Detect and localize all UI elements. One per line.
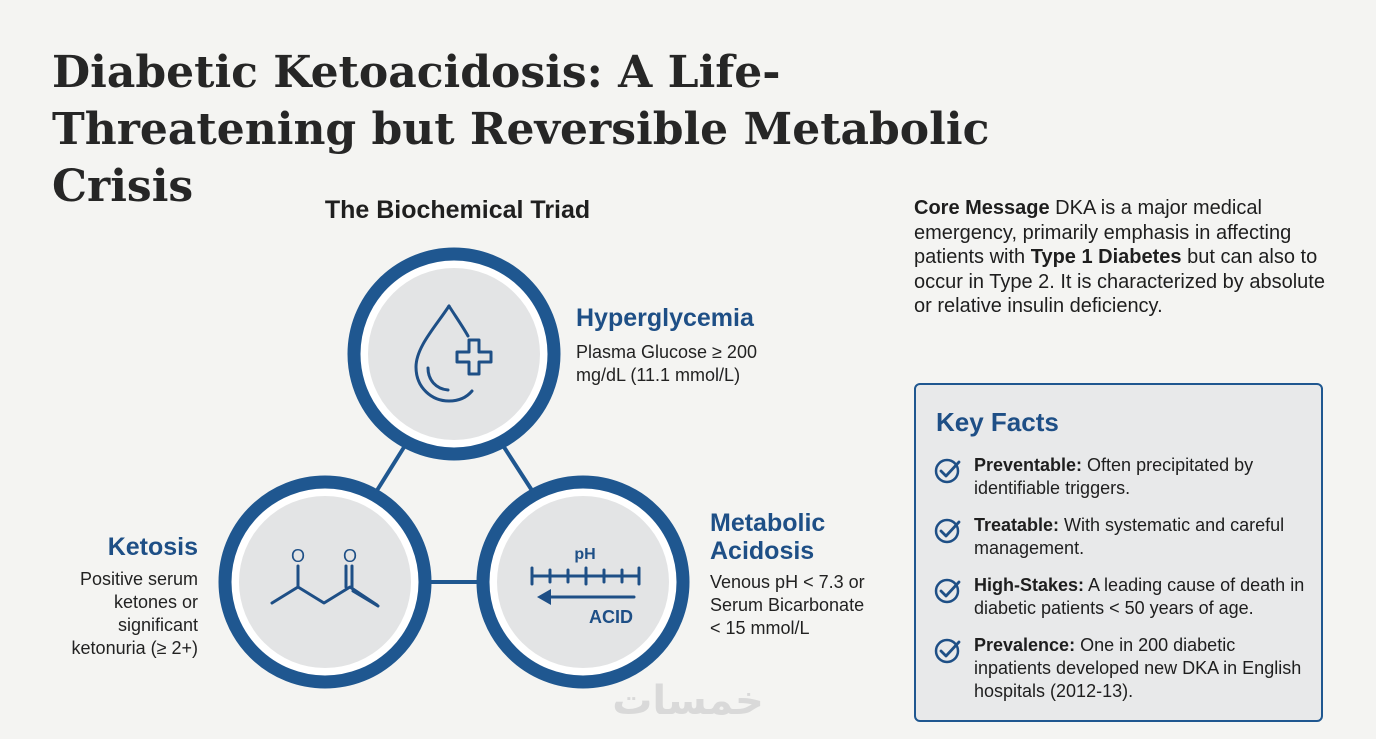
check-circle-icon [934, 516, 962, 544]
acidosis-title: Metabolic Acidosis [710, 509, 826, 565]
core-message-text: DKA is a major medical emergency, primarily emphasis in affecting patients with [914, 197, 1292, 268]
fact-label: Prevalence: [974, 635, 1076, 655]
check-circle-icon [934, 456, 962, 484]
acidosis-circle [483, 482, 683, 682]
fact-label: Treatable: [974, 515, 1060, 535]
fact-text: Often precipitated by identifiable triggers. [974, 455, 1254, 498]
ketosis-desc: Positive serum ketones or significant ketonuria (≥ 2+) [71, 569, 198, 658]
ketosis-circle [225, 482, 425, 682]
acidosis-desc: Venous pH < 7.3 or Serum Bicarbonate < 15 mmol/L [710, 572, 865, 638]
check-circle-icon [934, 576, 962, 604]
watermark: خمسات [612, 679, 764, 723]
triad-heading: The Biochemical Triad [324, 196, 591, 224]
core-message [914, 196, 1339, 319]
hyperglycemia-circle [354, 254, 554, 454]
fact-label: High-Stakes: [974, 575, 1085, 595]
oxygen-label: O [290, 546, 306, 566]
fact-text: With systematic and careful management. [974, 515, 1285, 558]
fact-text: A leading cause of death in diabetic patients < 50 years of age. [974, 575, 1305, 618]
connector-top-right [502, 444, 533, 492]
hyperglycemia-title: Hyperglycemia [576, 304, 754, 332]
check-circle-icon [934, 636, 962, 664]
key-facts-box [914, 383, 1323, 722]
hyperglycemia-desc: Plasma Glucose ≥ 200 mg/dL (11.1 mmol/L) [576, 342, 757, 385]
core-message-highlight: Type 1 Diabetes [1030, 246, 1182, 268]
fact-text: One in 200 diabetic inpatients developed new DKA in English hospitals (2012-13). [974, 635, 1302, 701]
acid-label: ACID [589, 607, 633, 627]
connector-top-left [376, 444, 406, 492]
ketosis-title: Ketosis [107, 533, 198, 561]
page-title: Diabetic Ketoacidosis: A Life-Threatening but Reversible Metabolic Crisis [52, 47, 990, 212]
fact-label: Preventable: [974, 455, 1083, 475]
oxygen-label: O [342, 546, 358, 566]
key-facts-title: Key Facts [936, 407, 1059, 437]
ph-label: pH [574, 546, 596, 563]
core-message-text-end: but can also to occur in Type 2. It is characterized by absolute or relative insulin deficiency. [914, 246, 1325, 317]
core-message-label: Core Message [914, 197, 1050, 219]
